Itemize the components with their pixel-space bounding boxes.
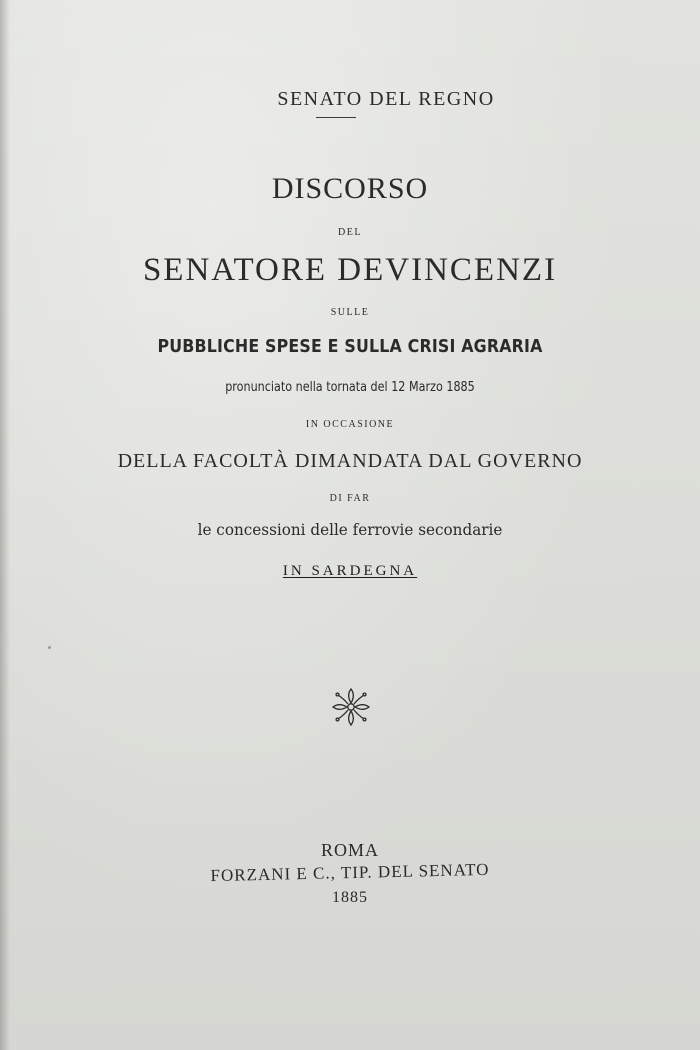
subject-line: PUBBLICHE SPESE E SULLA CRISI AGRARIA	[157, 336, 543, 357]
faculty-line: DELLA FACOLTÀ DIMANDATA DAL GOVERNO	[117, 450, 583, 472]
imprint-printer: FORZANI E C., TIP. DEL SENATO	[210, 859, 490, 886]
title-discorso: DISCORSO	[271, 172, 429, 205]
imprint-year: 1885	[332, 889, 368, 906]
floral-ornament-icon	[330, 686, 372, 728]
connector-occasion: IN OCCASIONE	[305, 419, 395, 430]
header-rule	[316, 117, 356, 118]
imprint-city: ROMA	[320, 840, 379, 860]
pronounced-line: pronunciato nella tornata del 12 Marzo 1885	[225, 380, 475, 395]
speaker-name: SENATORE DEVINCENZI	[142, 252, 558, 288]
paper-speck	[48, 646, 51, 649]
header-senato: SENATO DEL REGNO	[277, 88, 495, 110]
connector-difar: DI FAR	[329, 493, 371, 504]
connector-sulle: SULLE	[330, 307, 370, 318]
connector-del: DEL	[338, 227, 362, 238]
concessions-line: le concessioni delle ferrovie secondarie	[197, 520, 503, 539]
region-line: IN SARDEGNA	[282, 563, 418, 579]
